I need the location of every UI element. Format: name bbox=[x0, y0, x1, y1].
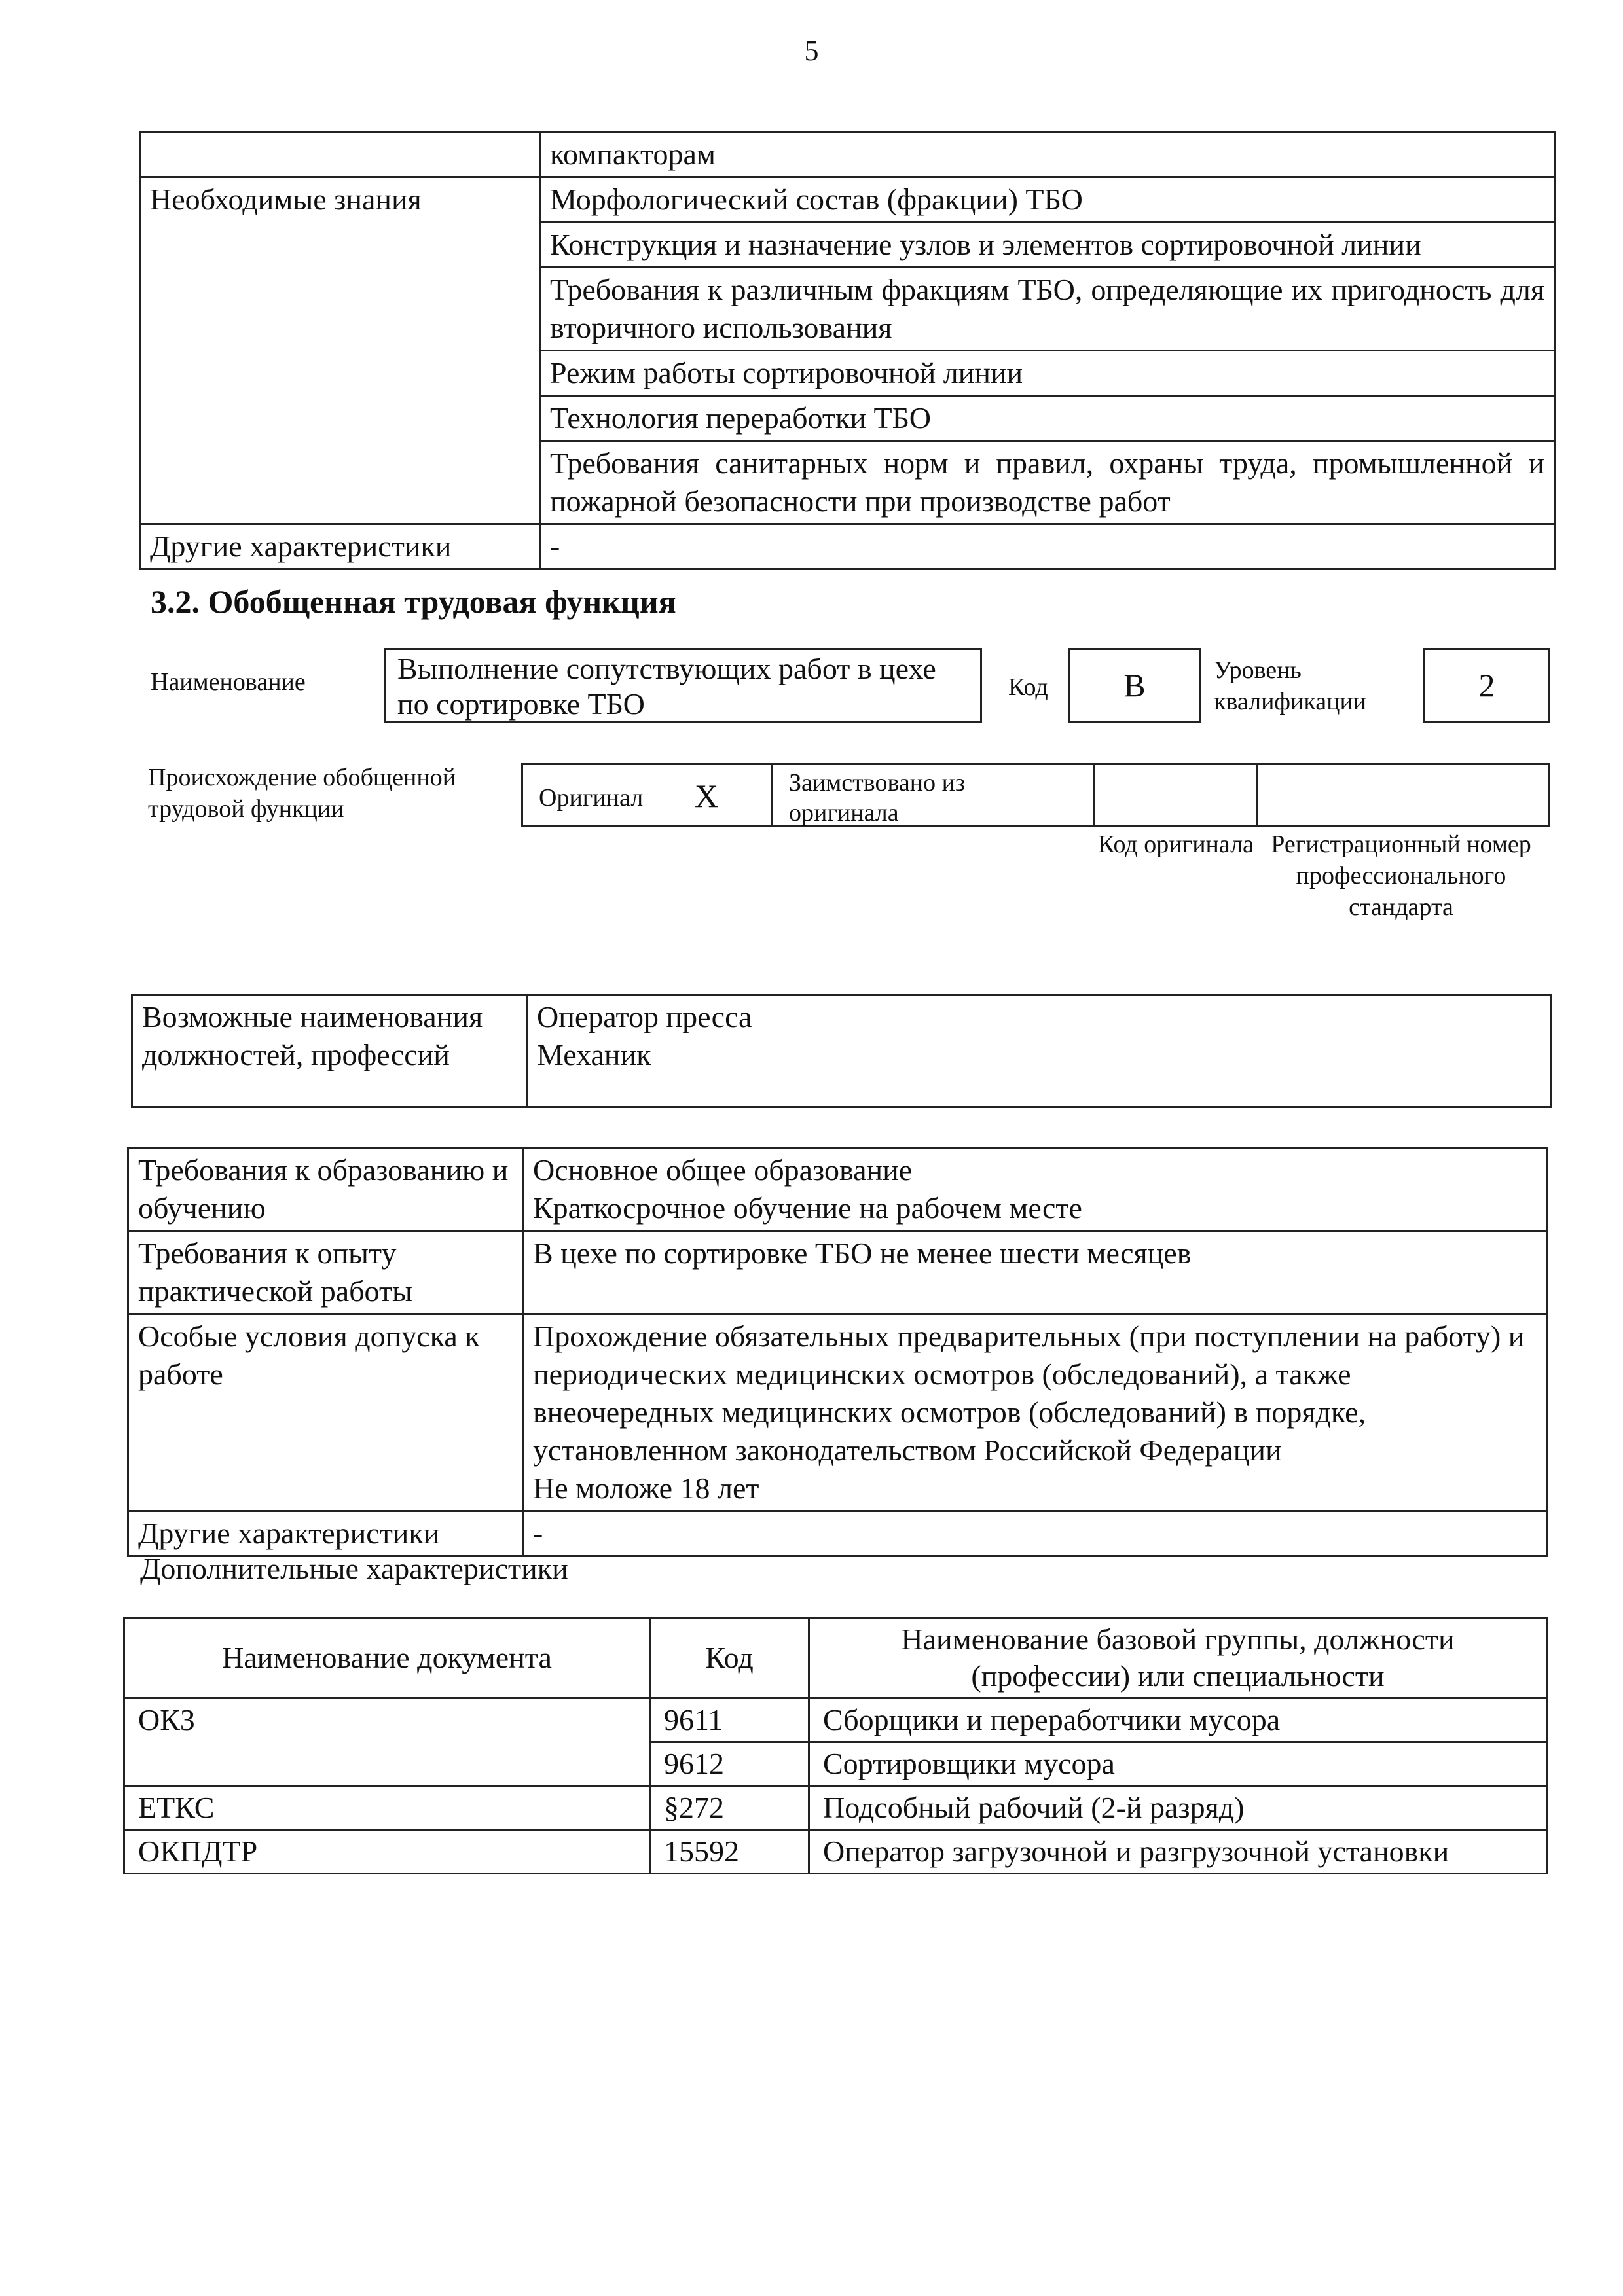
requirement-row bbox=[128, 1231, 1547, 1314]
orig-code-cell bbox=[1093, 763, 1258, 827]
origin-label: Происхождение обобщенной трудовой функции bbox=[148, 764, 456, 823]
name-cell: Подсобный рабочий (2-й разряд) bbox=[809, 1786, 1547, 1830]
code-cell: 9611 bbox=[650, 1698, 809, 1742]
name-label: Наименование bbox=[151, 668, 306, 696]
original-mark: X bbox=[695, 778, 719, 814]
position-item: Механик bbox=[537, 1038, 651, 1071]
orig-code-caption: Код оригинала bbox=[1098, 831, 1254, 858]
name-value-box bbox=[384, 648, 982, 723]
requirement-value: Прохождение обязательных предварительных (при поступлении на работу) и периодических медицинских осмотров (обследований), а также внеочередных медицинских осмотров (обследований) в порядке, установленном законодательством Российской Федерации Не моложе 18 лет bbox=[523, 1314, 1547, 1511]
header-doc: Наименование документа bbox=[124, 1618, 650, 1698]
code-value-box bbox=[1068, 648, 1201, 723]
requirement-label: Требования к образованию и обучению bbox=[128, 1148, 523, 1231]
code-value: B bbox=[1123, 667, 1146, 704]
knowledge-item: Режим работы сортировочной линии bbox=[540, 351, 1555, 396]
original-label: Оригинал bbox=[539, 784, 644, 812]
requirement-row bbox=[128, 1314, 1547, 1511]
level-value: 2 bbox=[1478, 667, 1495, 704]
positions-table bbox=[131, 994, 1552, 1108]
original-cell bbox=[521, 763, 773, 827]
other-value: - bbox=[540, 524, 1555, 569]
knowledge-item: Морфологический состав (фракции) ТБО bbox=[540, 177, 1555, 223]
level-value-box bbox=[1423, 648, 1550, 723]
continuation-cell: компакторам bbox=[540, 132, 1555, 177]
requirement-row bbox=[128, 1148, 1547, 1231]
section-title: 3.2. Обобщенная трудовая функция bbox=[151, 583, 676, 620]
code-cell: 9612 bbox=[650, 1742, 809, 1786]
borrowed-cell bbox=[771, 763, 1095, 827]
knowledge-item: Требования к различным фракциям ТБО, определяющие их пригодность для вторичного использования bbox=[540, 268, 1555, 351]
doc-cell: ОКЗ bbox=[124, 1698, 650, 1786]
requirement-label: Требования к опыту практической работы bbox=[128, 1231, 523, 1314]
requirement-value: Основное общее образование Краткосрочное обучение на рабочем месте bbox=[523, 1148, 1547, 1231]
requirement-label: Другие характеристики bbox=[128, 1511, 523, 1556]
name-cell: Оператор загрузочной и разгрузочной установки bbox=[809, 1830, 1547, 1874]
page-number: 5 bbox=[804, 35, 819, 67]
additional-table bbox=[123, 1617, 1548, 1874]
reg-number-caption: Регистрационный номер профессионального стандарта bbox=[1271, 831, 1531, 921]
code-label: Код bbox=[1008, 673, 1048, 701]
doc-cell: ЕТКС bbox=[124, 1786, 650, 1830]
code-cell: 15592 bbox=[650, 1830, 809, 1874]
name-value: Выполнение сопутствующих работ в цехе по сортировке ТБО bbox=[397, 652, 936, 721]
knowledge-item: Конструкция и назначение узлов и элементов сортировочной линии bbox=[540, 223, 1555, 268]
table-row bbox=[124, 1830, 1547, 1874]
requirement-row bbox=[128, 1511, 1547, 1556]
positions-values-cell bbox=[527, 995, 1551, 1107]
other-label: Другие характеристики bbox=[140, 524, 540, 569]
table-row bbox=[124, 1698, 1547, 1742]
requirement-value: - bbox=[523, 1511, 1547, 1556]
empty-cell bbox=[140, 132, 540, 177]
requirement-value: В цехе по сортировке ТБО не менее шести месяцев bbox=[523, 1231, 1547, 1314]
table-row bbox=[124, 1786, 1547, 1830]
level-label: Уровень квалификации bbox=[1214, 656, 1367, 715]
code-cell: §272 bbox=[650, 1786, 809, 1830]
additional-title: Дополнительные характеристики bbox=[140, 1552, 568, 1585]
positions-label: Возможные наименования должностей, профессий bbox=[132, 995, 527, 1107]
requirement-label: Особые условия допуска к работе bbox=[128, 1314, 523, 1511]
knowledge-table bbox=[139, 131, 1556, 570]
knowledge-label: Необходимые знания bbox=[140, 177, 540, 524]
reg-number-cell bbox=[1256, 763, 1550, 827]
borrowed-label: Заимствовано из оригинала bbox=[789, 769, 965, 827]
header-name: Наименование базовой группы, должности (профессии) или специальности bbox=[809, 1618, 1547, 1698]
doc-cell: ОКПДТР bbox=[124, 1830, 650, 1874]
position-item: Оператор пресса bbox=[537, 1000, 752, 1033]
name-cell: Сборщики и переработчики мусора bbox=[809, 1698, 1547, 1742]
knowledge-item: Требования санитарных норм и правил, охраны труда, промышленной и пожарной безопасности при производстве работ bbox=[540, 441, 1555, 524]
knowledge-item: Технология переработки ТБО bbox=[540, 396, 1555, 441]
requirements-table bbox=[127, 1147, 1548, 1557]
header-code: Код bbox=[650, 1618, 809, 1698]
name-cell: Сортировщики мусора bbox=[809, 1742, 1547, 1786]
